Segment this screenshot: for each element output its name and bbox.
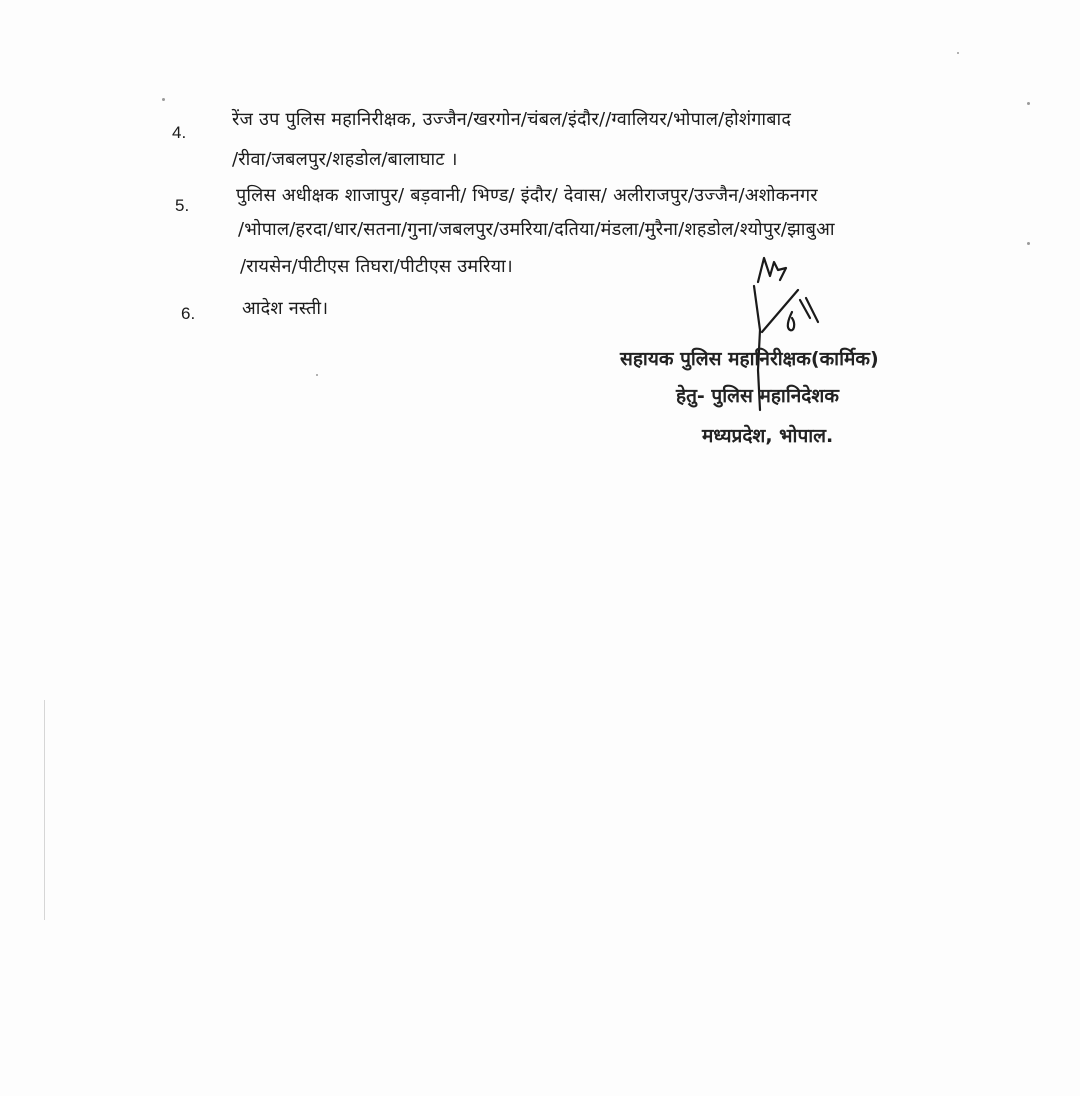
item-number: 6. xyxy=(181,304,196,323)
signatory-location: मध्यप्रदेश, भोपाल. xyxy=(702,425,834,447)
scan-speck xyxy=(1027,102,1030,105)
item-text-line: /भोपाल/हरदा/धार/सतना/गुना/जबलपुर/उमरिया/दतिया/मंडला/मुरैना/शहडोल/श्योपुर/झाबुआ xyxy=(238,219,835,240)
signature-stroke xyxy=(758,258,786,282)
scan-speck xyxy=(316,374,318,376)
item-text-line: /रीवा/जबलपुर/शहडोल/बालाघाट । xyxy=(232,149,458,170)
signatory-on-behalf: हेतु- पुलिस महानिदेशक xyxy=(676,385,839,407)
signature-stroke xyxy=(806,298,818,322)
signature-stroke xyxy=(762,290,798,332)
scan-speck xyxy=(162,98,165,101)
scan-edge-line xyxy=(44,700,45,920)
signatory-designation: सहायक पुलिस महानिरीक्षक(कार्मिक) xyxy=(620,348,879,370)
signature-stroke xyxy=(788,312,794,330)
item-text-line: आदेश नस्ती। xyxy=(242,298,329,319)
scan-speck xyxy=(1027,242,1030,245)
item-text-line: पुलिस अधीक्षक शाजापुर/ बड़वानी/ भिण्ड/ इंदौर/ देवास/ अलीराजपुर/उज्जैन/अशोकनगर xyxy=(236,185,818,206)
item-text-line: /रायसेन/पीटीएस तिघरा/पीटीएस उमरिया। xyxy=(240,256,513,277)
item-text-line: रेंज उप पुलिस महानिरीक्षक, उज्जैन/खरगोन/चंबल/इंदौर//ग्वालियर/भोपाल/होशंगाबाद xyxy=(232,109,792,130)
item-number: 4. xyxy=(172,123,187,142)
scan-speck xyxy=(957,52,959,54)
item-number: 5. xyxy=(175,196,190,215)
